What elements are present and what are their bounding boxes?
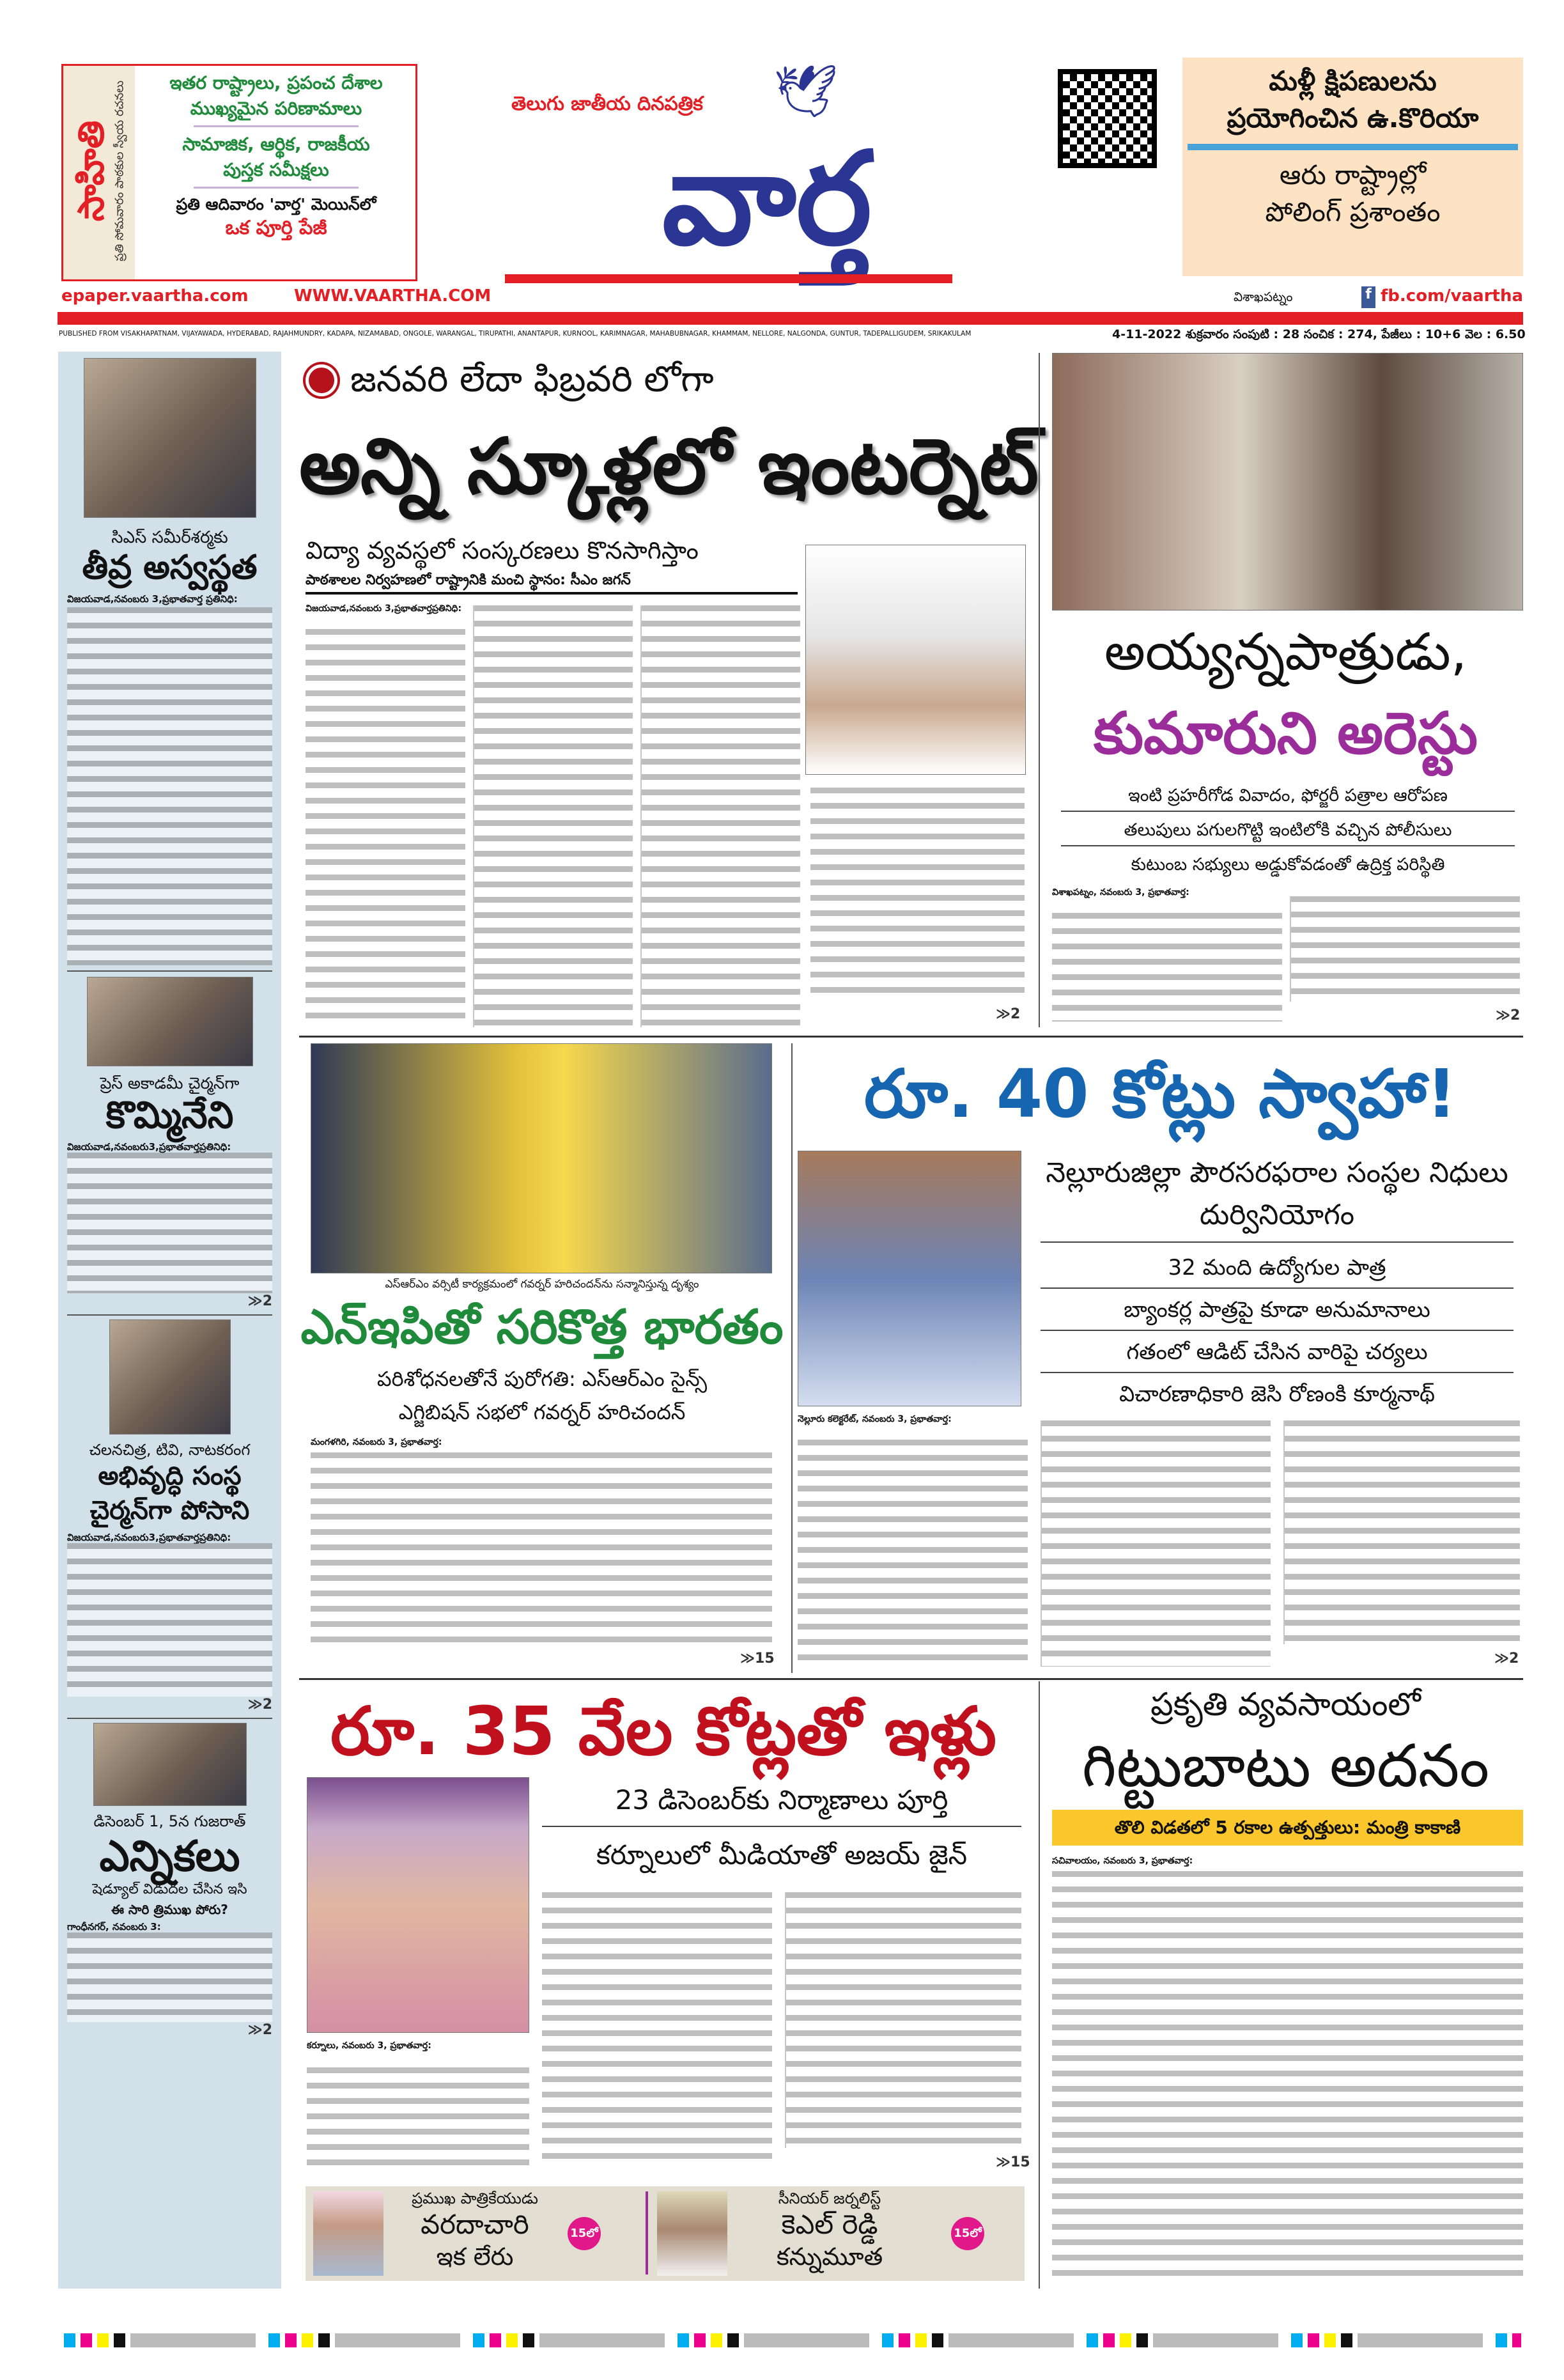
- continued-link[interactable]: ≫2: [1494, 1651, 1519, 1667]
- arrest-dateline: విశాఖపట్నం, నవంబరు 3, ప్రభాతవార్త:: [1052, 887, 1189, 898]
- obituary-strip[interactable]: [306, 2186, 1025, 2281]
- sidebar-headline: తీవ్ర అస్వస్థత: [82, 548, 258, 587]
- swaha-deck: 32 మంది ఉద్యోగుల పాత్ర: [1041, 1254, 1514, 1289]
- governor-subhead: ఎగ్జిబిషన్ సభలో గవర్నర్ హరిచందన్: [398, 1400, 686, 1424]
- obituary-name: కెఎల్ రెడ్డి: [781, 2209, 878, 2240]
- sidebar-photo: [84, 358, 256, 518]
- continued-link[interactable]: ≫2: [247, 2022, 272, 2039]
- edition-name: విశాఖపట్నం: [1234, 289, 1293, 304]
- article-body-text: [67, 1153, 272, 1293]
- swaha-headline: రూ. 40 కోట్లు స్వాహా!: [863, 1055, 1457, 1133]
- continued-link[interactable]: ≫2: [1496, 1007, 1521, 1023]
- article-body-text: [1041, 1420, 1271, 1667]
- published-from: PUBLISHED FROM VISAKHAPATNAM, VIJAYAWADA, HYDERABAD, RAJAHMUNDRY, KADAPA, NIZAMABAD, ONGOLE, WARANGAL, TIRUPATHI, ANANTAPUR, KURNOOL, KARIMNAGAR, MAHABUBNAGAR, KHAMMAM, NELLORE, NALGONDA, GUNTUR, TADEPALLIGUDEM, SRIKAKULAM: [59, 330, 972, 338]
- continued-link[interactable]: ≫15: [996, 2154, 1030, 2170]
- promo-headline: ఆరు రాష్ట్రాల్లో: [1279, 159, 1427, 191]
- governor-dateline: మంగళగిరి, నవంబరు 3, ప్రభాతవార్త:: [311, 1437, 442, 1447]
- obituary-status: కన్నుమూత: [776, 2243, 883, 2271]
- governor-story[interactable]: [299, 1043, 785, 1673]
- sidebar-dateline: విజయవాడ,నవంబరు 3,ప్రభాతవార్త ప్రతినిధి:: [67, 593, 238, 605]
- continued-link[interactable]: ≫15: [740, 1651, 775, 1667]
- website-link[interactable]: WWW.VAARTHA.COM: [294, 286, 492, 306]
- promo-vertical-sub: ప్రతి సోమవారం పాఠకుల స్వీయ రచనలు: [112, 81, 127, 261]
- lead-photo-cm: [805, 545, 1026, 775]
- obituary-photo: [313, 2191, 383, 2276]
- left-promo-box[interactable]: [61, 64, 417, 281]
- article-body-text: [306, 629, 465, 1025]
- housing-story[interactable]: [299, 1688, 1028, 2174]
- lead-deck: పాఠశాలల నిర్వహణలో రాష్ట్రానికి మంచి స్థానం: సీఎం జగన్: [306, 572, 798, 595]
- article-body-text: [1290, 896, 1520, 1002]
- sidebar-question: ఈ సారి త్రిముఖ పోరు?: [111, 1902, 228, 1918]
- epaper-link[interactable]: epaper.vaartha.com: [61, 286, 249, 306]
- farming-story[interactable]: [1048, 1684, 1523, 2289]
- article-body-text: [311, 1452, 772, 1644]
- article-body-text: [307, 2067, 529, 2167]
- right-promo-box[interactable]: [1182, 58, 1523, 276]
- masthead-logo[interactable]: [505, 61, 1029, 291]
- arrest-deck: తలుపులు పగులగొట్టి ఇంటిలోకి వచ్చిన పోలీసులు: [1061, 820, 1515, 846]
- governor-headline: ఎన్‌ఇపితో సరికొత్త భారతం: [300, 1300, 784, 1355]
- qr-code: [1058, 69, 1157, 168]
- swaha-deck: విచారణాధికారి జెసి రోణంకి కూర్మనాథ్: [1119, 1381, 1436, 1407]
- sidebar-headline: అభివృద్ధి సంస్థ చైర్మన్‌గా పోసాని: [89, 1461, 250, 1526]
- article-body-text: [542, 1892, 772, 2167]
- sidebar-kicker: ప్రెస్ అకాడమీ చైర్మన్‌గా: [100, 1073, 240, 1093]
- lead-dateline: విజయవాడ,నవంబరు 3,ప్రభాతవార్తప్రతినిధి:: [306, 603, 462, 614]
- housing-headline: రూ. 35 వేల కోట్లతో ఇళ్లు: [330, 1692, 996, 1770]
- logo-underline: [505, 274, 952, 283]
- arrest-deck: కుటుంబ సభ్యులు అడ్డుకోవడంతో ఉద్రిక్త పరిస్థితి: [1131, 855, 1445, 875]
- obituary-status: ఇక లేరు: [436, 2243, 514, 2271]
- arrest-story[interactable]: [1048, 353, 1523, 1027]
- sidebar-headline: ఎన్నికలు: [99, 1831, 240, 1881]
- swaha-deck: గతంలో ఆడిట్ చేసిన వారిపై చర్యలు: [1041, 1339, 1514, 1373]
- dove-icon: 🕊: [773, 61, 839, 121]
- page-ref-badge[interactable]: 15లో: [568, 2217, 601, 2250]
- article-body-text: [67, 1933, 272, 2022]
- article-body-text: [640, 605, 800, 1027]
- lead-headline: అన్ని స్కూళ్లలో ఇంటర్నెట్: [299, 423, 1039, 511]
- housing-deck: కర్నూలులో మీడియాతో అజయ్ జైన్: [596, 1839, 968, 1871]
- sidebar-dateline: విజయవాడ,నవంబరు3,ప్రభాతవార్తప్రతినిధి:: [67, 1141, 231, 1153]
- masthead-red-bar: [58, 312, 1523, 325]
- arrest-photo: [1052, 353, 1523, 611]
- lead-story[interactable]: [299, 353, 1039, 1027]
- arrest-headline-2: కుమారుని అరెస్టు: [1094, 700, 1478, 767]
- housing-photo: [307, 1777, 529, 2033]
- sidebar-kicker: డిసెంబర్ 1, 5న గుజరాత్: [93, 1812, 246, 1830]
- sidebar-kicker: సిఎస్ సమీర్‌శర్మకు: [111, 528, 228, 547]
- article-body-text: [67, 607, 272, 965]
- promo-line: ఒక పూర్తి పేజీ: [225, 217, 327, 240]
- farming-kicker: ప్రకృతి వ్యవసాయంలో: [1150, 1686, 1421, 1723]
- article-body-text: [1052, 913, 1282, 1022]
- continued-link[interactable]: ≫2: [247, 1697, 272, 1713]
- obituary-name: వరదాచారి: [421, 2209, 529, 2240]
- article-body-text: [785, 1892, 1021, 2148]
- swaha-story[interactable]: [798, 1043, 1523, 1673]
- promo-line: ప్రతి ఆదివారం 'వార్త' మెయిన్‌లో: [176, 195, 376, 214]
- obituary-photo: [657, 2191, 727, 2276]
- obituary-kicker: సీనియర్ జర్నలిస్ట్: [778, 2189, 881, 2207]
- sidebar-dateline: విజయవాడ,నవంబరు3,ప్రభాతవార్తప్రతినిధి:: [67, 1532, 231, 1544]
- promo-line: ముఖ్యమైన పరిణామాలు: [190, 97, 362, 119]
- sidebar-photo: [87, 977, 253, 1066]
- farming-headline: గిట్టుబాటు అదనం: [1082, 1732, 1489, 1800]
- arrest-deck: ఇంటి ప్రహరీగోడ వివాదం, ఫోర్జరీ పత్రాల ఆరోపణ: [1061, 785, 1515, 812]
- red-bullet-icon: [306, 364, 337, 396]
- article-body-text: [798, 1440, 1028, 1667]
- facebook-link[interactable]: fb.com/vaartha: [1381, 286, 1524, 306]
- continued-link[interactable]: ≫2: [996, 1006, 1021, 1022]
- swaha-deck-main: నెల్లూరుజిల్లా పౌరసరఫరాల సంస్థల నిధులు దుర్వినియోగం: [1041, 1152, 1514, 1243]
- lead-kicker: జనవరి లేదా ఫిబ్రవరి లోగా: [350, 359, 714, 400]
- swaha-photo: [798, 1151, 1021, 1406]
- promo-line: ఇతర రాష్ట్రాలు, ప్రపంచ దేశాల: [169, 72, 383, 93]
- page-ref-badge[interactable]: 15లో: [951, 2217, 984, 2250]
- sidebar-kicker: చలనచిత్ర, టివి, నాటకరంగ: [89, 1440, 251, 1459]
- continued-link[interactable]: ≫2: [247, 1293, 272, 1310]
- promo-vertical-title: సాహితి: [70, 120, 112, 222]
- article-body-text: [67, 1543, 272, 1697]
- sidebar-headline: కొమ్మినేని: [105, 1093, 234, 1137]
- swaha-dateline: నెల్లూరు కలెక్టరేట్, నవంబరు 3, ప్రభాతవార్త:: [798, 1414, 952, 1424]
- tagline: తెలుగు జాతీయ దినపత్రిక: [511, 93, 703, 115]
- promo-headline: ప్రయోగించిన ఉ.కొరియా: [1227, 102, 1479, 134]
- obituary-kicker: ప్రముఖ పాత్రికేయుడు: [412, 2189, 538, 2207]
- logo-wordmark: వార్త: [662, 125, 872, 274]
- promo-vertical-banner: [63, 66, 135, 279]
- left-sidebar: [58, 352, 281, 2289]
- promo-headline: పోలింగ్ ప్రశాంతం: [1265, 196, 1441, 228]
- governor-subhead: పరిశోధనలతోనే పురోగతి: ఎస్‌ఆర్‌ఎం సైన్స్: [376, 1367, 708, 1391]
- color-registration-bar: [64, 2333, 1521, 2347]
- article-body-text: [1052, 1871, 1523, 2285]
- promo-line: సామాజిక, ఆర్థిక, రాజకీయ: [182, 134, 370, 155]
- swaha-deck: బ్యాంకర్ల పాత్రపై కూడా అనుమానాలు: [1041, 1296, 1514, 1331]
- promo-line: పుస్తక సమీక్షలు: [223, 159, 329, 180]
- facebook-icon: f: [1361, 286, 1375, 308]
- governor-photo: [311, 1043, 772, 1273]
- article-body-text: [473, 605, 633, 1027]
- issue-dateline: 4-11-2022 శుక్రవారం సంపుటి : 28 సంచిక : 274, పేజీలు : 10+6 వెల : 6.50: [1112, 327, 1526, 341]
- farming-highlight-bar: తొలి విడతలో 5 రకాల ఉత్పత్తులు: మంత్రి కాకాణి: [1052, 1810, 1523, 1846]
- governor-photo-caption: ఎస్‌ఆర్‌ఎం వర్సిటీ కార్యక్రమంలో గవర్నర్ హరిచందన్‌ను సన్మానిస్తున్న దృశ్యం: [385, 1278, 699, 1291]
- sidebar-subhead: షెడ్యూల్ విడుదల చేసిన ఇసి: [92, 1881, 247, 1897]
- lead-subhead: విద్యా వ్యవస్థలో సంస్కరణలు కొనసాగిస్తాం: [306, 536, 699, 564]
- housing-dateline: కర్నూలు, నవంబరు 3, ప్రభాతవార్త:: [307, 2041, 431, 2051]
- farming-dateline: సచివాలయం, నవంబరు 3, ప్రభాతవార్త:: [1052, 1856, 1193, 1866]
- article-body-text: [1283, 1420, 1520, 1644]
- sidebar-photo: [93, 1723, 247, 1806]
- article-body-text: [810, 788, 1025, 999]
- promo-headline: మళ్లీ క్షిపణులను: [1269, 65, 1437, 97]
- arrest-headline-1: అయ్యన్నపాత్రుడు,: [1104, 622, 1467, 681]
- sidebar-photo: [109, 1319, 231, 1435]
- sidebar-dateline: గాంధీనగర్, నవంబరు 3:: [67, 1921, 161, 1933]
- housing-deck: 23 డిసెంబర్‌కు నిర్మాణాలు పూర్తి: [542, 1784, 1021, 1827]
